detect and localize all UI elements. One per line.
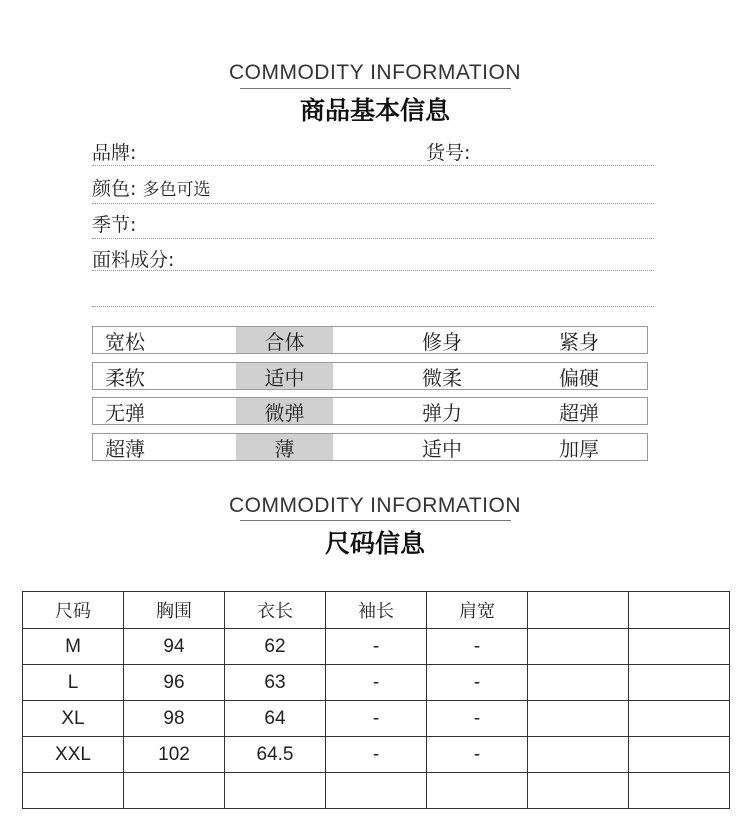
attr-row-fit xyxy=(92,326,648,354)
table-cell xyxy=(528,665,629,701)
item-number-label: 货号: xyxy=(426,142,471,164)
table-cell xyxy=(629,665,730,701)
table-cell: - xyxy=(427,665,528,701)
attr-option: 适中 xyxy=(422,436,462,461)
header-cell-shoulder: 肩宽 xyxy=(427,592,528,629)
attr-option-selected: 微弹 xyxy=(236,398,333,424)
table-cell xyxy=(629,701,730,737)
table-cell: 98 xyxy=(124,701,225,737)
fabric-label: 面料成分: xyxy=(92,249,175,271)
section1-title-zh: 商品基本信息 xyxy=(299,96,450,125)
table-cell: 94 xyxy=(124,629,225,665)
attr-option: 加厚 xyxy=(559,436,599,461)
color-value: 多色可选 xyxy=(142,180,211,200)
header-cell-length: 衣长 xyxy=(225,592,326,629)
table-cell: 64.5 xyxy=(225,737,326,773)
header-cell-sleeve: 袖长 xyxy=(326,592,427,629)
table-cell: 96 xyxy=(124,665,225,701)
attr-option-selected: 适中 xyxy=(236,363,333,389)
season-line xyxy=(92,238,654,239)
size-table-header-row xyxy=(23,592,730,629)
table-row xyxy=(23,629,730,665)
table-cell: - xyxy=(427,629,528,665)
table-cell: 62 xyxy=(225,629,326,665)
section2-title-zh: 尺码信息 xyxy=(324,529,425,558)
attr-option-selected: 合体 xyxy=(236,327,333,353)
table-cell: 64 xyxy=(225,701,326,737)
season-label: 季节: xyxy=(92,214,137,236)
table-cell: XXL xyxy=(23,737,124,773)
table-cell: L xyxy=(23,665,124,701)
table-cell xyxy=(629,773,730,809)
header-cell-empty xyxy=(629,592,730,629)
attr-option: 修身 xyxy=(422,329,462,354)
attr-option: 弹力 xyxy=(422,400,462,425)
color-label: 颜色: xyxy=(92,178,137,200)
table-cell: - xyxy=(326,629,427,665)
table-cell: - xyxy=(326,701,427,737)
attr-option: 宽松 xyxy=(105,329,145,354)
table-cell xyxy=(427,773,528,809)
table-cell xyxy=(23,773,124,809)
header-cell-chest: 胸围 xyxy=(124,592,225,629)
section2-title-divider xyxy=(240,520,511,521)
table-cell: 102 xyxy=(124,737,225,773)
attr-row-elasticity xyxy=(92,397,648,425)
attr-row-thickness xyxy=(92,433,648,461)
table-cell: - xyxy=(326,665,427,701)
table-row xyxy=(23,737,730,773)
table-cell: 63 xyxy=(225,665,326,701)
section1-title-en: COMMODITY INFORMATION xyxy=(228,61,522,84)
table-cell xyxy=(528,737,629,773)
table-cell xyxy=(225,773,326,809)
fabric-line xyxy=(92,270,654,271)
section2-title-en: COMMODITY INFORMATION xyxy=(228,494,522,517)
table-cell: - xyxy=(427,701,528,737)
attr-row-softness xyxy=(92,362,648,390)
table-cell xyxy=(326,773,427,809)
table-cell xyxy=(124,773,225,809)
table-cell xyxy=(528,701,629,737)
brand-line xyxy=(92,165,654,166)
color-line xyxy=(92,203,654,204)
attr-option-selected: 薄 xyxy=(236,434,333,460)
attr-option: 超弹 xyxy=(559,400,599,425)
size-table xyxy=(22,591,730,809)
fabric-line-extra xyxy=(92,306,654,307)
attr-option: 柔软 xyxy=(105,365,145,390)
table-cell xyxy=(528,629,629,665)
table-row xyxy=(23,665,730,701)
attr-option: 无弹 xyxy=(105,400,145,425)
table-cell: - xyxy=(326,737,427,773)
table-cell: M xyxy=(23,629,124,665)
attr-option: 偏硬 xyxy=(559,365,599,390)
header-cell-size: 尺码 xyxy=(23,592,124,629)
header-cell-empty xyxy=(528,592,629,629)
attr-option: 微柔 xyxy=(422,365,462,390)
table-cell: - xyxy=(427,737,528,773)
color-field xyxy=(92,174,210,201)
brand-label: 品牌: xyxy=(92,142,137,164)
table-cell xyxy=(629,629,730,665)
attr-option: 超薄 xyxy=(105,436,145,461)
table-cell xyxy=(528,773,629,809)
table-cell xyxy=(629,737,730,773)
table-cell: XL xyxy=(23,701,124,737)
attr-option: 紧身 xyxy=(559,329,599,354)
section1-title-divider xyxy=(240,88,511,89)
table-row xyxy=(23,773,730,809)
table-row xyxy=(23,701,730,737)
